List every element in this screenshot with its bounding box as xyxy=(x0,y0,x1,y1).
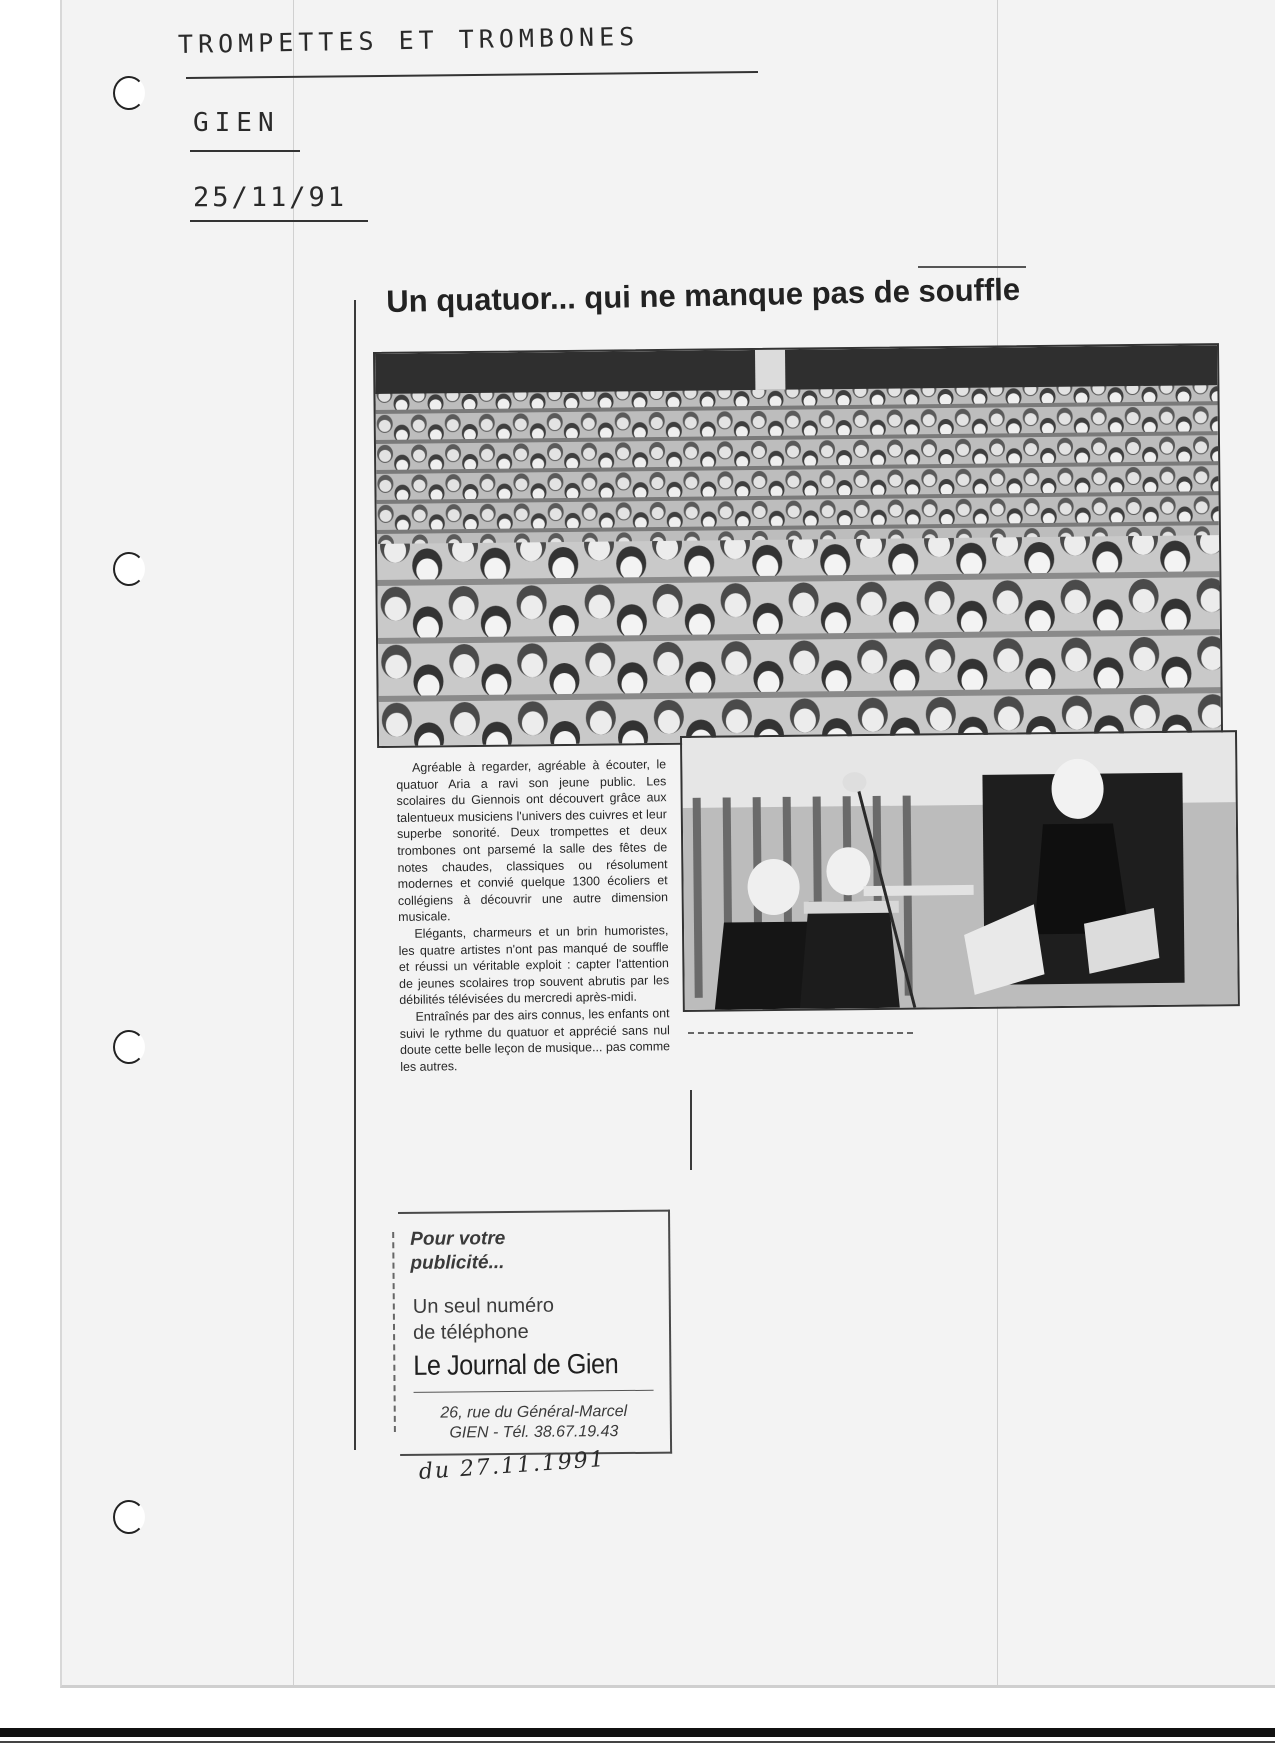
ad-title-line-1: Pour votre xyxy=(410,1228,506,1250)
audience-photo xyxy=(373,343,1223,748)
handwritten-city-underline xyxy=(190,150,300,152)
binder-hole-1 xyxy=(113,76,145,110)
photo-bottom-rule xyxy=(688,1032,913,1035)
handwritten-city: GIEN xyxy=(193,108,280,138)
top-rule xyxy=(918,266,1026,268)
ruled-margin-line-left xyxy=(293,0,294,1685)
article-paragraph-2: Elégants, charmeurs et un brin humoristes, les quatre artistes n'ont pas manqué de souffle et réussi un véritable exploit : capter l'attention de jeunes scolaires trop souvent abrutis par les débilités télévisées du mercredi après-midi. xyxy=(398,923,670,1008)
column-rule-left xyxy=(354,300,356,1450)
advertisement-box xyxy=(398,1210,672,1456)
binder-hole-2 xyxy=(113,552,145,586)
article-headline: Un quatuor... qui ne manque pas de souffle xyxy=(386,271,1021,319)
ad-address xyxy=(414,1402,654,1444)
scan-bottom-edge xyxy=(0,1728,1275,1737)
handwritten-title: TROMPETTES ET TROMBONES xyxy=(177,21,640,60)
handwritten-date: 25/11/91 xyxy=(193,182,348,213)
article-paragraph-1: Agréable à regarder, agréable à écouter, le quatuor Aria a ravi son jeune public. Les scolaires du Giennois ont découvert grâce aux talentueux musiciens l'univers des cuivres et leur superbe sonorité. Deux trompettes et deux trombones ont parsemé la salle des fêtes de notes chaudes, classiques ou résolument modernes et convié quelque 1300 écoliers et collégiens à découvrir une autre dimension musicale. xyxy=(396,757,669,925)
binder-hole-4 xyxy=(113,1500,145,1534)
ad-sub-line-1: Un seul numéro xyxy=(412,1294,555,1318)
article-paragraph-3: Entraînés par des airs connus, les enfants ont suivi le rythme du quatuor et apprécié sans nul doute cette belle leçon de musique... pas comme les autres. xyxy=(399,1006,671,1074)
handwritten-source-date: du 27.11.1991 xyxy=(418,1446,607,1485)
handwritten-date-underline xyxy=(190,220,368,222)
scan-bottom-edge-line xyxy=(0,1741,1275,1743)
ad-title-line-2: publicité... xyxy=(410,1252,505,1274)
ad-title xyxy=(410,1226,650,1276)
quartet-photo xyxy=(680,730,1240,1012)
binder-hole-3 xyxy=(113,1030,145,1064)
ad-address-line-2: GIEN - Tél. 38.67.19.43 xyxy=(449,1423,619,1442)
ad-divider xyxy=(414,1390,654,1393)
article-body xyxy=(396,756,670,1075)
ad-sub-line-2: de téléphone xyxy=(412,1320,529,1344)
ad-address-line-1: 26, rue du Général-Marcel xyxy=(440,1403,628,1422)
ad-brand-name: Le Journal de Gien xyxy=(413,1348,619,1381)
column-rule-mid xyxy=(690,1090,692,1170)
ad-subtitle xyxy=(413,1292,653,1346)
